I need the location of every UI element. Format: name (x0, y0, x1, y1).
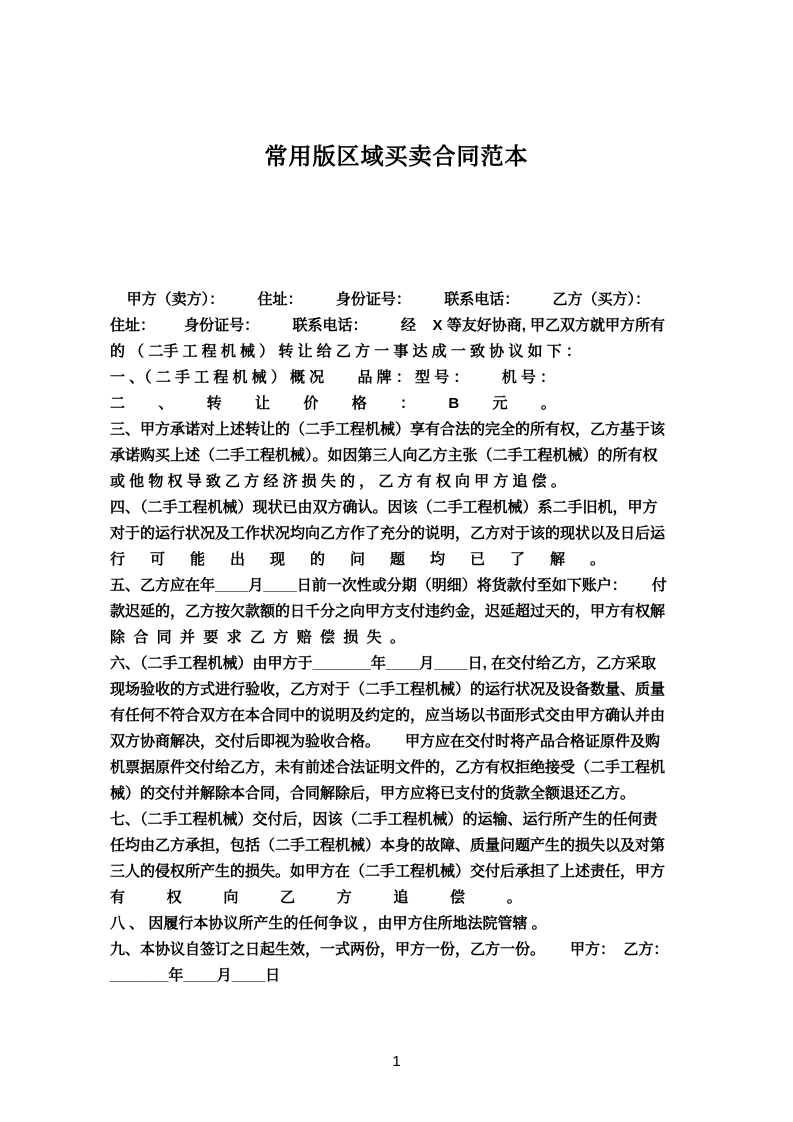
text-line: 六、（二手工程机械）由甲方于_______年____月____日, 在交付给乙方，乙方采取 (110, 655, 656, 672)
document-body (0, 287, 793, 989)
text-line: 三、甲方承诺对上述转让的（二手工程机械）享有合法的完全的所有权，乙方基于该 (110, 421, 666, 438)
text-line: 八 、 因履行本协议所产生的任何争议 ，由甲方住所地法院管辖 。 (110, 915, 547, 932)
text-line: 有任何不符合双方在本合同中的说明及约定的，应当场以书面形式交由甲方确认并由 (110, 707, 666, 724)
text-line: 机票据原件交付给乙方，未有前述合法证明文件的，乙方有权拒绝接受（二手工程机 (110, 759, 666, 776)
text-line: 九、本协议自签订之日起生效，一式两份，甲方一份，乙方一份。 甲方： 乙方： (110, 941, 669, 958)
text-line: 任均由乙方承担，包括（二手工程机械）本身的故障、质量问题产生的损失以及对第 (110, 837, 666, 854)
text-line: 甲方（卖方）： 住址： 身份证号： 联系电话： 乙方（买方）： (110, 291, 651, 308)
page-number: 1 (392, 1053, 401, 1070)
document-title: 常用版区域买卖合同范本 (264, 143, 529, 169)
text-line: 或 他 物 权 导 致 乙 方 经 济 损 失 的 ， 乙 方 有 权 向 甲 方 追 偿 。 (110, 473, 566, 490)
text-line: 三人的侵权所产生的损失。如甲方在（二手工程机械）交付后承担了上述责任，甲方 (110, 863, 666, 880)
text-line: 现场验收的方式进行验收，乙方对于（二手工程机械）的运行状况及设备数量、质量 (110, 681, 666, 698)
text-line: 械）的交付并解除本合同，合同解除后，甲方应将已支付的货款全额退还乙方。 (110, 785, 636, 802)
text-line: 对于的运行状况及工作状况均向乙方作了充分的说明，乙方对于该的现状以及日后运 (110, 525, 666, 542)
text-line: 双方协商解决，交付后即视为验收合格。 甲方应在交付时将产品合格证原件及购 (110, 733, 661, 750)
text-line: 有 权 向 乙 方 追 偿 。 (110, 889, 522, 906)
text-line: 的 （ 二手 工 程 机 械 ） 转 让 给 乙 方 一 事 达 成 一 致 协 议 如 下 ： (110, 343, 581, 360)
text-line: 行 可 能 出 现 的 问 题 均 已 了 解 。 (110, 551, 606, 568)
text-line: 五、乙方应在年____月____日前一次性或分期（明细）将货款付至如下账户： 付 (110, 577, 667, 594)
text-line: 二 、 转 让 价 格 ： B 元 。 (110, 395, 556, 412)
text-line: 除 合 同 并 要 求 乙 方 赔 偿 损 失 。 (110, 629, 406, 646)
text-line: 住址： 身份证号： 联系电话： 经 X 等友好协商, 甲乙双方就甲方所有 (110, 317, 666, 334)
text-line: 一 、（ 二 手 工 程 机 械 ） 概 况 品 牌 ： 型 号 ： 机 号 ： (110, 369, 556, 386)
text-line: 四、（二手工程机械）现状已由双方确认。因该（二手工程机械）系二手旧机，甲方 (110, 499, 658, 516)
text-line: _______年____月____日 (110, 967, 281, 984)
text-line: 七、（二手工程机械）交付后，因该（二手工程机械）的运输、运行所产生的任何责 (110, 811, 658, 828)
text-line: 承诺购买上述（二手工程机械）。如因第三人向乙方主张（二手工程机械）的所有权 (110, 447, 658, 464)
text-line: 款迟延的，乙方按欠款额的日千分之向甲方支付违约金，迟延超过天的，甲方有权解 (110, 603, 666, 620)
